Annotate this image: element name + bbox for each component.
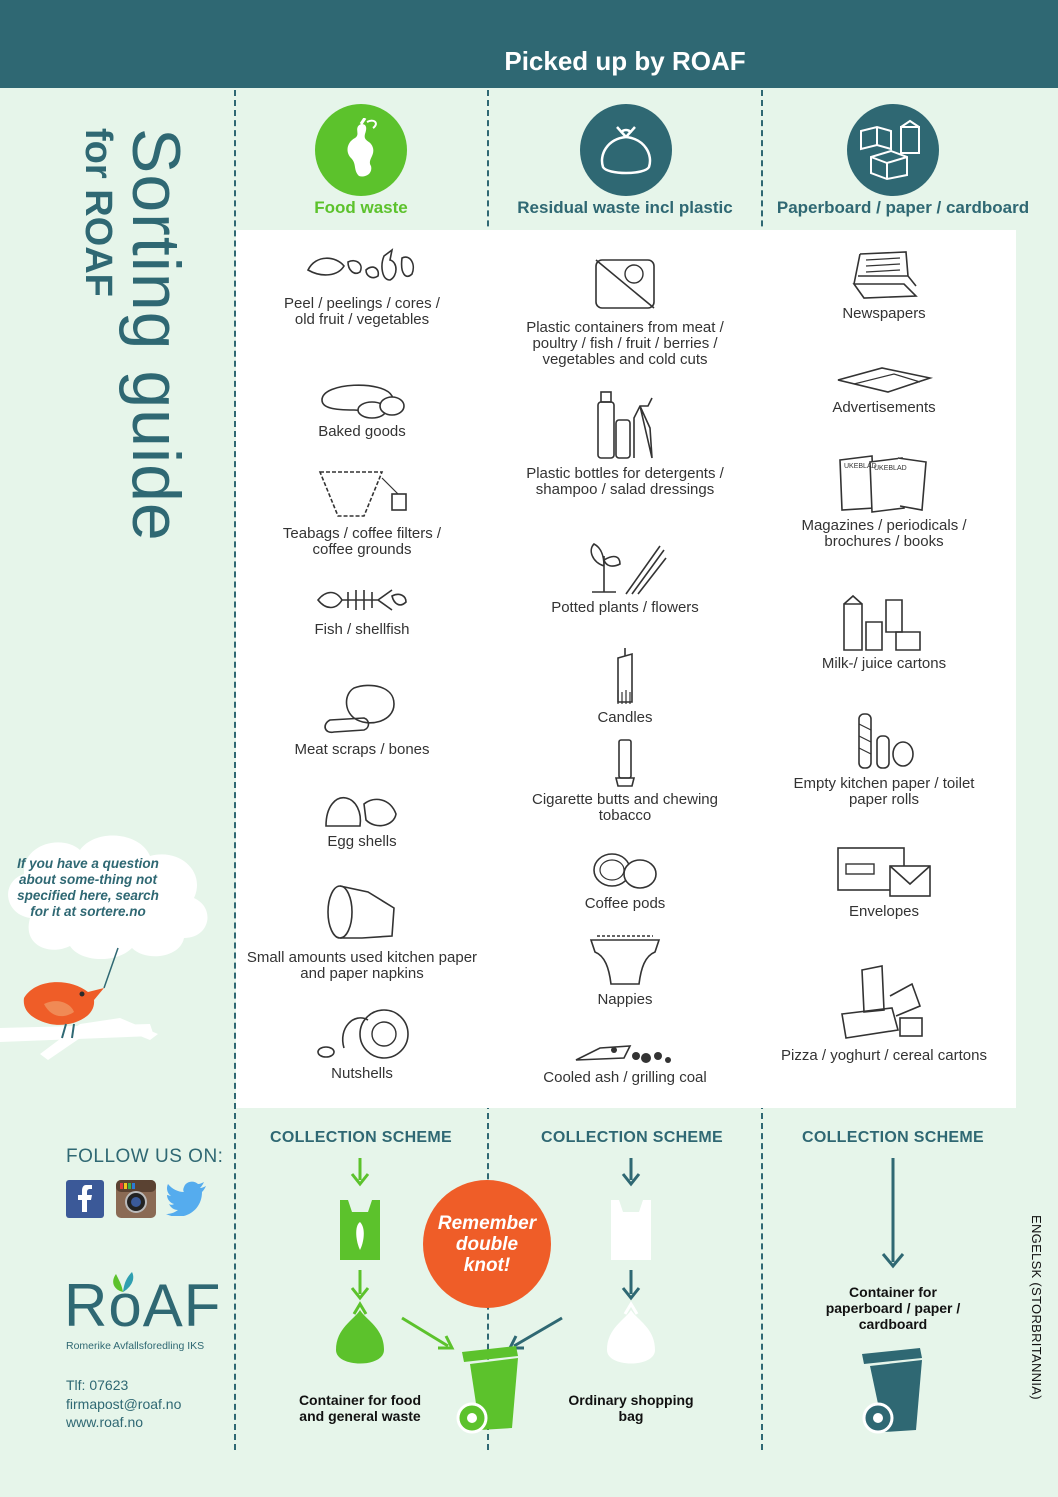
list-item [784, 244, 984, 322]
item-label: Baked goods [318, 423, 406, 440]
plastic-container-icon [590, 252, 660, 316]
cloud-question-text: If you have a question about some-thing not specified here, search for it at sortere.no [17, 856, 159, 919]
advertisement-icon [834, 360, 934, 396]
remember-line-3: knot! [463, 1254, 511, 1276]
facebook-icon[interactable] [66, 1180, 104, 1218]
item-label: Peel / peelings / cores / old fruit / vegetables [284, 295, 440, 328]
item-label: Potted plants / flowers [551, 599, 699, 616]
list-item [276, 240, 448, 328]
list-item [512, 738, 738, 824]
item-label: Nappies [597, 991, 653, 1008]
ash-coal-icon [570, 1036, 680, 1066]
kitchen-paper-icon [322, 880, 402, 946]
list-item [784, 592, 984, 672]
collection-scheme-residual: COLLECTION SCHEME [541, 1129, 723, 1146]
list-item [784, 844, 984, 920]
coffee-filter-icon [312, 464, 412, 522]
list-item [276, 464, 448, 558]
nappy-icon [585, 928, 665, 988]
paper-container-label: Container for paperboard / paper / cardboard [825, 1284, 961, 1332]
list-item [276, 582, 448, 638]
potted-plant-icon [580, 536, 670, 596]
side-title-sub: for ROAF [77, 128, 119, 297]
item-label: Meat scraps / bones [294, 741, 430, 758]
candle-icon [610, 646, 640, 706]
remember-line-2: double [455, 1233, 519, 1255]
nutshell-icon [314, 998, 410, 1062]
list-item [276, 376, 448, 440]
item-label: Cooled ash / grilling coal [543, 1069, 707, 1086]
list-item [512, 536, 738, 616]
item-label: Magazines / periodicals / brochures / books [801, 517, 967, 550]
list-item [276, 998, 448, 1082]
item-label: Pizza / yoghurt / cereal cartons [781, 1047, 987, 1064]
paper-roll-icon [849, 710, 919, 772]
column-title-food-waste: Food waste [314, 198, 408, 217]
item-label: Advertisements [832, 399, 936, 416]
list-item [784, 710, 984, 808]
garbage-bag-icon [580, 104, 672, 196]
item-label: Plastic bottles for detergents / shampoo / salad dressings [526, 465, 724, 498]
egg-shell-icon [320, 790, 404, 830]
item-label: Small amounts used kitchen paper and paper napkins [246, 949, 478, 982]
roaf-logo: RoAF [64, 1272, 222, 1339]
side-title [72, 128, 192, 688]
item-label: Teabags / coffee filters / coffee grounds [282, 525, 442, 558]
paper-boxes-icon [847, 104, 939, 196]
collection-scheme-paper: COLLECTION SCHEME [802, 1129, 984, 1146]
column-title-residual-waste: Residual waste incl plastic [517, 198, 733, 217]
list-item [784, 360, 984, 416]
list-item [246, 880, 478, 982]
list-item [784, 452, 984, 550]
item-label: Empty kitchen paper / toilet paper rolls [793, 775, 975, 808]
list-item [512, 1036, 738, 1086]
list-item [512, 252, 738, 368]
meat-bone-icon [314, 678, 410, 738]
column-title-paper: Paperboard / paper / cardboard [776, 198, 1030, 217]
header-bar [0, 0, 1058, 88]
list-item [512, 646, 738, 726]
envelope-icon [834, 844, 934, 900]
magazines-icon [836, 452, 932, 514]
newspaper-icon [846, 244, 922, 302]
list-item [276, 678, 448, 758]
list-item [512, 848, 738, 912]
item-label: Envelopes [848, 903, 920, 920]
collection-scheme-food: COLLECTION SCHEME [270, 1129, 452, 1146]
item-label: Coffee pods [584, 895, 666, 912]
pizza-box-icon [836, 960, 932, 1044]
twitter-icon[interactable] [166, 1180, 208, 1216]
item-label: Egg shells [327, 833, 397, 850]
svg-text:UKEBLAD: UKEBLAD [844, 463, 877, 470]
follow-us-label: FOLLOW US ON: [66, 1146, 224, 1167]
apple-core-icon [315, 104, 407, 196]
food-container-label: Container for food and general waste [298, 1392, 422, 1424]
peelings-icon [302, 240, 422, 292]
side-title-main: Sorting guide [118, 128, 194, 542]
header-title: Picked up by ROAF [504, 46, 746, 76]
fish-bones-icon [312, 582, 412, 618]
item-label: Fish / shellfish [314, 621, 410, 638]
item-label: Newspapers [842, 305, 926, 322]
item-label: Cigarette butts and chewing tobacco [532, 791, 718, 824]
list-item [770, 960, 998, 1064]
instagram-icon[interactable] [116, 1180, 156, 1218]
milk-carton-icon [836, 592, 932, 652]
svg-text:UKEBLAD: UKEBLAD [874, 465, 907, 472]
item-label: Candles [597, 709, 653, 726]
contact-website[interactable]: www.roaf.no [66, 1414, 144, 1430]
plastic-bottles-icon [590, 388, 660, 462]
bread-icon [314, 376, 410, 420]
coffee-pod-icon [590, 848, 660, 892]
shopping-bag-label: Ordinary shopping bag [568, 1392, 694, 1424]
item-label: Milk-/ juice cartons [821, 655, 947, 672]
roaf-logo-subtitle: Romerike Avfallsforedling IKS [66, 1340, 205, 1352]
list-item [276, 790, 448, 850]
remember-line-1: Remember [437, 1212, 537, 1234]
contact-phone: Tlf: 07623 [66, 1377, 129, 1393]
cigarette-butt-icon [610, 738, 640, 788]
list-item [512, 928, 738, 1008]
item-label: Plastic containers from meat / poultry / fish / fruit / berries / vegetables and cold cuts [526, 319, 724, 368]
language-tag: ENGELSK (STORBRITANNIA) [1029, 1215, 1044, 1400]
contact-email[interactable]: firmapost@roaf.no [66, 1396, 182, 1412]
item-label: Nutshells [331, 1065, 393, 1082]
list-item [512, 388, 738, 498]
remember-double-knot-badge [423, 1180, 551, 1308]
